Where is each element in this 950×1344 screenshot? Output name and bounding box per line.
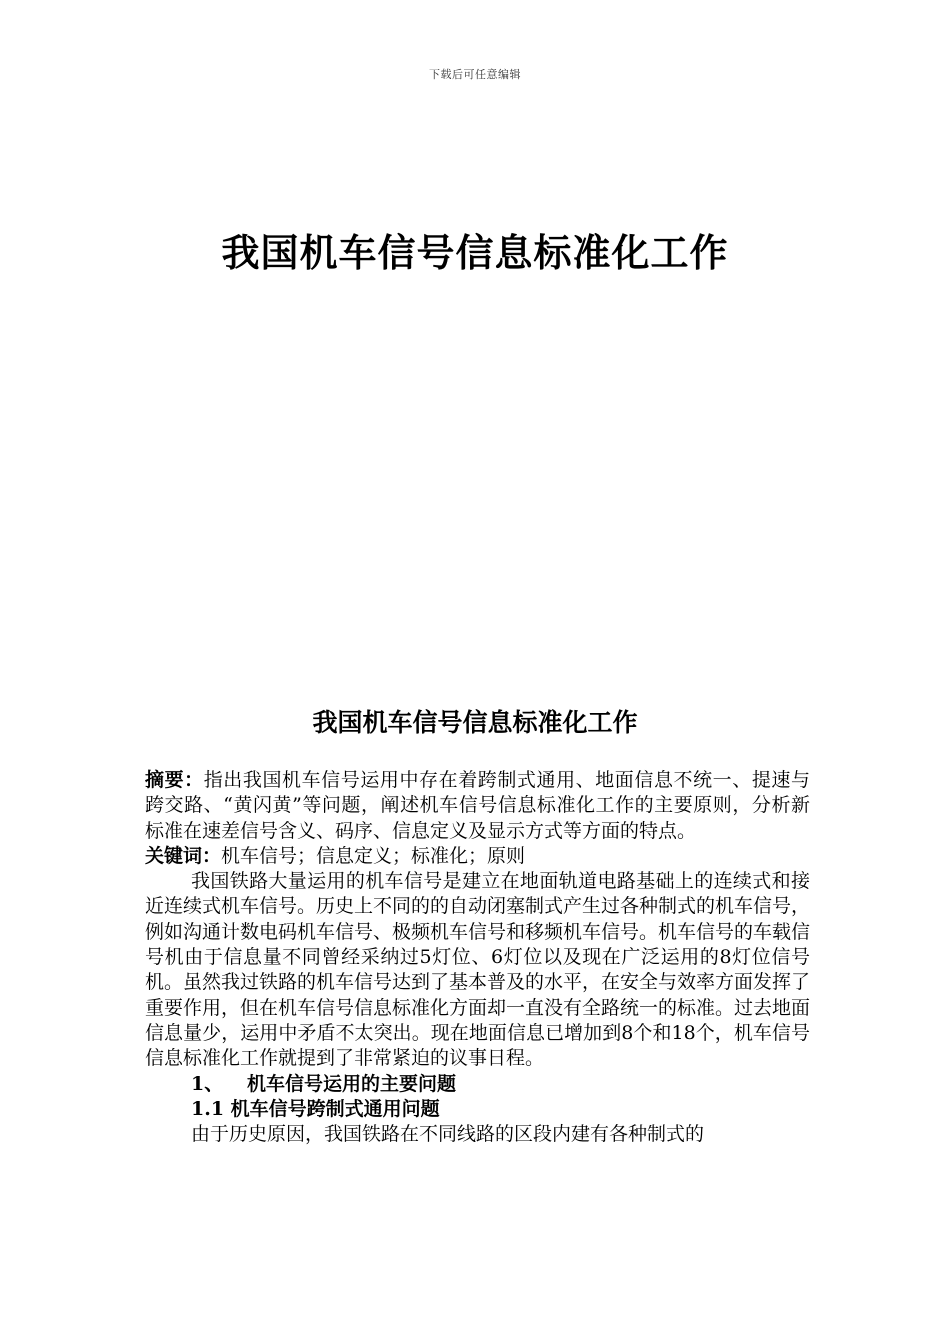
abstract-text: 指出我国机车信号运用中存在着跨制式通用、地面信息不统一、提速与跨交路、“黄闪黄”等问题，阐述机车信号信息标准化工作的主要原则，分析新标准在速差信号含义、码序、信息定义及显示方式等方面的特点。: [145, 769, 810, 842]
section-1-heading: [145, 1072, 810, 1097]
keywords-text: 机车信号；信息定义；标准化；原则: [221, 844, 526, 867]
section-1-title: 机车信号运用的主要问题: [247, 1072, 457, 1095]
article-body: [145, 768, 810, 1147]
header-note: 下载后可任意编辑: [429, 68, 521, 81]
keywords-paragraph: [145, 844, 810, 869]
section-1-1-heading: 1.1 机车信号跨制式通用问题: [191, 1097, 440, 1120]
section-1-number: 1、: [191, 1072, 224, 1095]
abstract-label: 摘要：: [145, 769, 204, 791]
cover-title: 我国机车信号信息标准化工作: [221, 230, 729, 275]
keywords-label: 关键词：: [145, 844, 222, 867]
section-1-1-paragraph: 由于历史原因，我国铁路在不同线路的区段内建有各种制式的: [191, 1123, 705, 1146]
abstract-paragraph: [145, 768, 810, 844]
article-title: 我国机车信号信息标准化工作: [312, 708, 638, 737]
intro-paragraph: 我国铁路大量运用的机车信号是建立在地面轨道电路基础上的连续式和接近连续式机车信号。历史上不同的的自动闭塞制式产生过各种制式的机车信号，例如沟通计数电码机车信号、极频机车信号和移频机车信号。机车信号的车载信号机由于信息量不同曾经采纳过5灯位、6灯位以及现在广泛运用的8灯位信号机。虽然我过铁路的机车信号达到了基本普及的水平，在安全与效率方面发挥了重要作用，但在机车信号信息标准化方面却一直没有全路统一的标准。过去地面信息量少，运用中矛盾不太突出。现在地面信息已增加到8个和18个，机车信号信息标准化工作就提到了非常紧迫的议事日程。: [145, 870, 811, 1070]
